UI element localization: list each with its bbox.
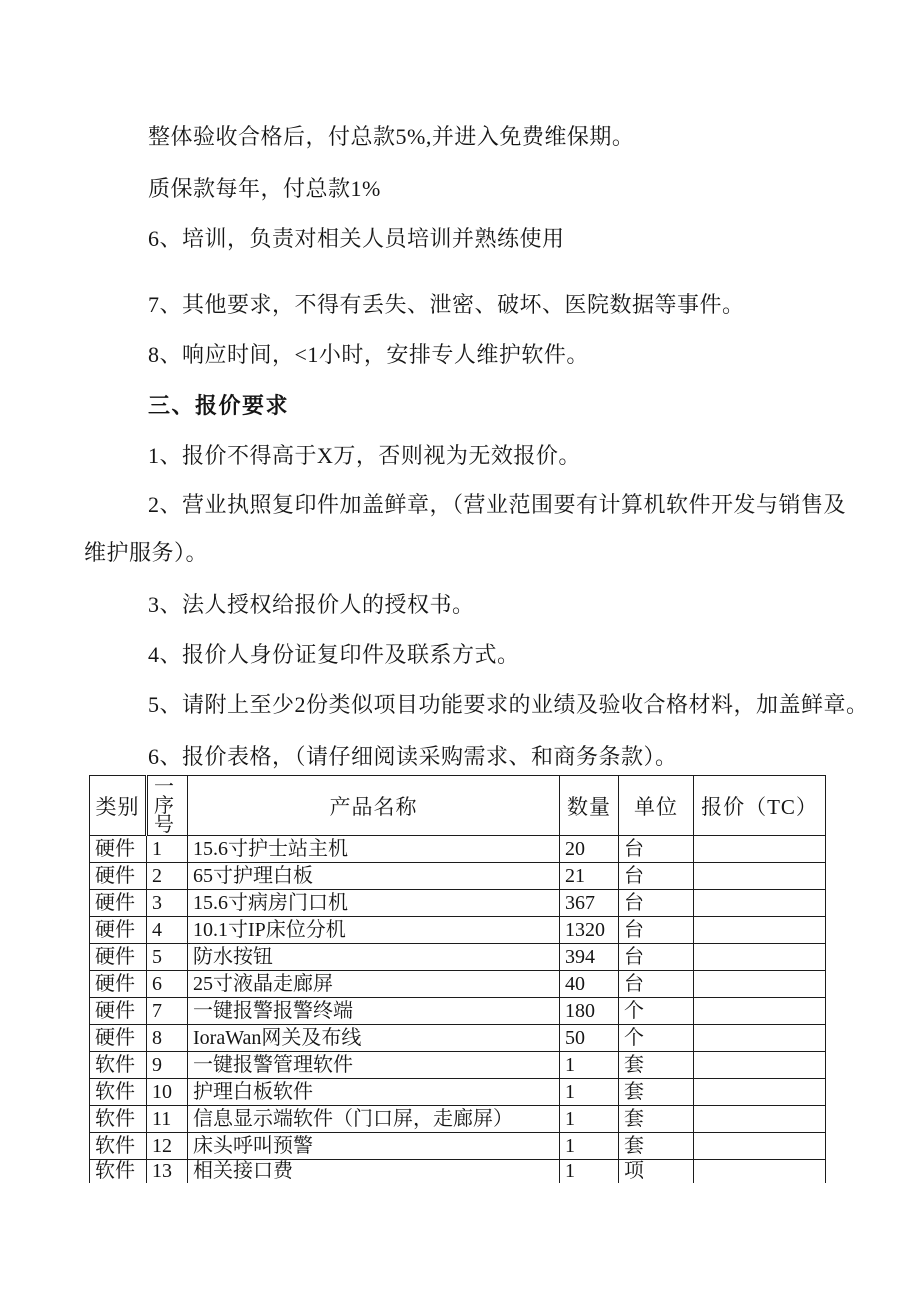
unit-cell: 套 — [619, 1079, 694, 1106]
quantity-cell: 1 — [560, 1106, 619, 1133]
product-name-cell: 一键报警报警终端 — [188, 998, 560, 1025]
product-name-cell: IoraWan网关及布线 — [188, 1025, 560, 1052]
quantity-cell: 1320 — [560, 917, 619, 944]
serial-cell: 2 — [147, 863, 188, 890]
unit-cell: 套 — [619, 1106, 694, 1133]
serial-cell: 5 — [147, 944, 188, 971]
table-row — [90, 1133, 826, 1160]
section-heading-quote-requirements: 三、报价要求 — [148, 393, 290, 418]
serial-cell: 1 — [147, 836, 188, 863]
unit-cell: 套 — [619, 1133, 694, 1160]
product-name-cell: 10.1寸IP床位分机 — [188, 917, 560, 944]
category-cell: 软件 — [90, 1133, 147, 1160]
header-price: 报价（TC） — [694, 776, 826, 836]
category-cell: 硬件 — [90, 1025, 147, 1052]
category-cell: 硬件 — [90, 863, 147, 890]
table-row — [90, 917, 826, 944]
price-cell — [694, 944, 826, 971]
table-row — [90, 1160, 826, 1184]
unit-cell: 项 — [619, 1160, 694, 1184]
category-cell: 硬件 — [90, 944, 147, 971]
quantity-cell: 21 — [560, 863, 619, 890]
header-product-name: 产品名称 — [188, 776, 560, 836]
serial-cell: 4 — [147, 917, 188, 944]
paragraph-quote-item-1: 1、报价不得高于X万，否则视为无效报价。 — [148, 443, 581, 468]
table-row — [90, 1106, 826, 1133]
quantity-cell: 367 — [560, 890, 619, 917]
product-name-cell: 25寸液晶走廊屏 — [188, 971, 560, 998]
serial-cell: 8 — [147, 1025, 188, 1052]
category-cell: 硬件 — [90, 971, 147, 998]
product-name-cell: 信息显示端软件（门口屏，走廊屏） — [188, 1106, 560, 1133]
category-cell: 软件 — [90, 1160, 147, 1184]
paragraph-quote-item-4: 4、报价人身份证复印件及联系方式。 — [148, 642, 520, 667]
header-quantity: 数量 — [560, 776, 619, 836]
unit-cell: 个 — [619, 1025, 694, 1052]
category-cell: 硬件 — [90, 890, 147, 917]
price-cell — [694, 1079, 826, 1106]
product-name-cell: 一键报警管理软件 — [188, 1052, 560, 1079]
price-cell — [694, 1160, 826, 1184]
paragraph-item-7-other-requirements: 7、其他要求，不得有丢失、泄密、破坏、医院数据等事件。 — [148, 292, 745, 317]
unit-cell: 个 — [619, 998, 694, 1025]
quantity-cell: 180 — [560, 998, 619, 1025]
quotation-table — [89, 775, 826, 1183]
paragraph-item-8-response-time: 8、响应时间，<1小时，安排专人维护软件。 — [148, 342, 589, 367]
price-cell — [694, 863, 826, 890]
price-cell — [694, 971, 826, 998]
paragraph-quote-item-3: 3、法人授权给报价人的授权书。 — [148, 592, 475, 617]
price-cell — [694, 998, 826, 1025]
paragraph-quote-item-2-line-1: 2、营业执照复印件加盖鲜章，（营业范围要有计算机软件开发与销售及 — [148, 492, 847, 517]
unit-cell: 台 — [619, 863, 694, 890]
table-row — [90, 836, 826, 863]
price-cell — [694, 836, 826, 863]
price-cell — [694, 1052, 826, 1079]
price-cell — [694, 1133, 826, 1160]
unit-cell: 台 — [619, 944, 694, 971]
unit-cell: 台 — [619, 890, 694, 917]
quantity-cell: 1 — [560, 1079, 619, 1106]
product-name-cell: 床头呼叫预警 — [188, 1133, 560, 1160]
serial-cell: 9 — [147, 1052, 188, 1079]
header-category: 类别 — [90, 776, 147, 836]
serial-cell: 12 — [147, 1133, 188, 1160]
quantity-cell: 50 — [560, 1025, 619, 1052]
price-cell — [694, 890, 826, 917]
serial-cell: 6 — [147, 971, 188, 998]
quantity-cell: 20 — [560, 836, 619, 863]
product-name-cell: 护理白板软件 — [188, 1079, 560, 1106]
category-cell: 硬件 — [90, 917, 147, 944]
unit-cell: 台 — [619, 917, 694, 944]
unit-cell: 台 — [619, 971, 694, 998]
category-cell: 软件 — [90, 1106, 147, 1133]
price-cell — [694, 1106, 826, 1133]
table-row — [90, 944, 826, 971]
unit-cell: 套 — [619, 1052, 694, 1079]
quantity-cell: 1 — [560, 1160, 619, 1184]
category-cell: 软件 — [90, 1079, 147, 1106]
category-cell: 硬件 — [90, 836, 147, 863]
serial-cell: 3 — [147, 890, 188, 917]
quantity-cell: 394 — [560, 944, 619, 971]
table-row — [90, 890, 826, 917]
table-row — [90, 1052, 826, 1079]
product-name-cell: 防水按钮 — [188, 944, 560, 971]
price-cell — [694, 1025, 826, 1052]
quantity-cell: 40 — [560, 971, 619, 998]
unit-cell: 台 — [619, 836, 694, 863]
product-name-cell: 15.6寸护士站主机 — [188, 836, 560, 863]
table-row — [90, 998, 826, 1025]
product-name-cell: 相关接口费 — [188, 1160, 560, 1184]
serial-cell: 13 — [147, 1160, 188, 1184]
header-unit: 单位 — [619, 776, 694, 836]
paragraph-quote-item-6: 6、报价表格，（请仔细阅读采购需求、和商务条款）。 — [148, 744, 678, 769]
paragraph-acceptance-payment: 整体验收合格后，付总款5%,并进入免费维保期。 — [148, 124, 635, 149]
header-serial-number: 一序号 — [147, 776, 188, 836]
table-row — [90, 863, 826, 890]
table-row — [90, 971, 826, 998]
table-row — [90, 1079, 826, 1106]
table-header-row — [90, 776, 826, 836]
serial-cell: 11 — [147, 1106, 188, 1133]
quantity-cell: 1 — [560, 1133, 619, 1160]
serial-cell: 10 — [147, 1079, 188, 1106]
quantity-cell: 1 — [560, 1052, 619, 1079]
table-row — [90, 1025, 826, 1052]
category-cell: 硬件 — [90, 998, 147, 1025]
price-cell — [694, 917, 826, 944]
paragraph-item-6-training: 6、培训，负责对相关人员培训并熟练使用 — [148, 226, 565, 251]
paragraph-quote-item-2-line-2: 维护服务）。 — [84, 540, 209, 565]
serial-cell: 7 — [147, 998, 188, 1025]
product-name-cell: 65寸护理白板 — [188, 863, 560, 890]
category-cell: 软件 — [90, 1052, 147, 1079]
paragraph-warranty-payment: 质保款每年，付总款1% — [148, 176, 381, 201]
product-name-cell: 15.6寸病房门口机 — [188, 890, 560, 917]
paragraph-quote-item-5: 5、请附上至少2份类似项目功能要求的业绩及验收合格材料，加盖鲜章。 — [148, 692, 869, 717]
